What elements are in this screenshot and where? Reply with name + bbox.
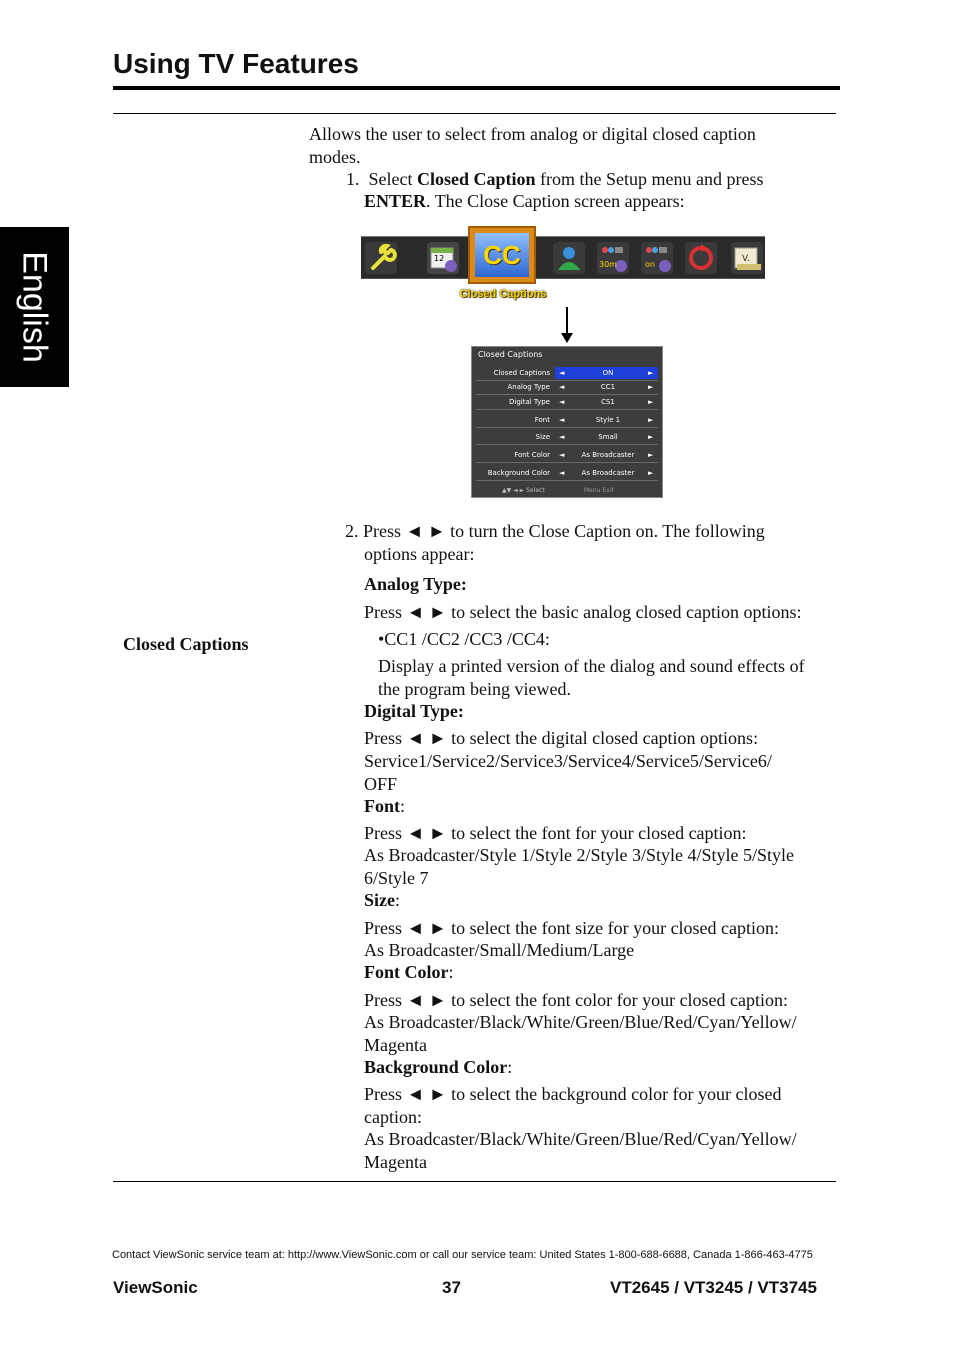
osd-title: Closed Captions <box>478 350 543 359</box>
osd-row-size[interactable] <box>476 431 658 445</box>
calendar-day: 12 <box>434 254 445 263</box>
step-1-text-b: from the Setup menu and press <box>535 169 764 189</box>
osd-row-value: As Broadcaster <box>581 469 635 477</box>
size-heading-colon: : <box>395 890 401 910</box>
cc-icon[interactable] <box>468 226 536 284</box>
row-label: Closed Captions <box>123 634 249 654</box>
left-arrow-icon[interactable]: ◄ <box>559 398 565 406</box>
osd-row-value: CS1 <box>601 398 615 406</box>
step-1-text-a: Select <box>368 169 417 189</box>
cc-icon-text: CC <box>475 233 529 277</box>
left-arrow-icon[interactable]: ◄ <box>559 416 565 424</box>
timer-label: 30m <box>599 260 617 269</box>
font-color-heading-colon: : <box>448 962 454 982</box>
timer-on-label: on <box>645 260 655 269</box>
step-1-bold-a: Closed Caption <box>416 169 536 189</box>
osd-row-digital-type[interactable] <box>476 396 658 410</box>
left-arrow-icon[interactable]: ◄ <box>559 369 565 377</box>
closed-captions-osd <box>471 346 663 498</box>
background-color-heading-colon: : <box>507 1057 513 1077</box>
background-color-instructions: Press ◄ ► to select the background color for your closed caption: <box>364 1084 782 1127</box>
osd-row-label: Background Color <box>487 469 550 477</box>
table-bottom-rule <box>113 1181 836 1182</box>
step-1-bold-b: ENTER <box>364 191 427 211</box>
font-color-instructions: Press ◄ ► to select the font color for your closed caption: <box>364 990 789 1010</box>
digital-type-options: Service1/Service2/Service3/Service4/Service5/Service6/ OFF <box>364 751 772 794</box>
osd-row-label: Font <box>534 416 550 424</box>
osd-row-label: Digital Type <box>508 398 550 406</box>
step-2-cont: options appear: <box>364 544 475 564</box>
right-arrow-icon[interactable]: ► <box>648 433 654 441</box>
version-label: V. <box>742 254 750 264</box>
page-title: Using TV Features <box>113 48 359 79</box>
osd-footer-select: ▲▼ ◄ ► Select <box>502 487 545 494</box>
osd-row-background-color[interactable] <box>476 467 658 481</box>
font-heading-text: Font <box>364 796 400 816</box>
osd-footer-exit: Menu Exit <box>584 487 614 494</box>
osd-row-font[interactable] <box>476 414 658 428</box>
osd-row-value: Style 1 <box>595 416 621 424</box>
font-color-options: As Broadcaster/Black/White/Green/Blue/Red/Cyan/Yellow/ Magenta <box>364 1012 797 1055</box>
step-1-cont <box>364 190 824 213</box>
osd-row-value: Small <box>598 433 618 441</box>
user-icon[interactable] <box>553 242 585 274</box>
step-1-number: 1. <box>346 169 360 189</box>
step-1 <box>346 168 816 191</box>
right-arrow-icon[interactable]: ► <box>648 416 654 424</box>
analog-type-instructions: Press ◄ ► to select the basic analog closed caption options: <box>364 602 802 622</box>
font-heading <box>364 795 405 818</box>
osd-row-value: As Broadcaster <box>581 451 635 459</box>
intro-text: Allows the user to select from analog or digital closed caption modes. <box>309 124 756 167</box>
size-heading <box>364 889 400 912</box>
step-2: 2. Press ◄ ► to turn the Close Caption on. The following <box>345 521 765 541</box>
analog-type-options: •CC1 /CC2 /CC3 /CC4: <box>378 629 550 649</box>
size-heading-text: Size <box>364 890 395 910</box>
analog-type-description: Display a printed version of the dialog and sound effects of the program being viewed. <box>378 656 805 699</box>
osd-row-label: Analog Type <box>507 383 550 391</box>
osd-row-label: Size <box>535 433 550 441</box>
osd-row-closed-captions[interactable] <box>476 367 658 381</box>
right-arrow-icon[interactable]: ► <box>648 398 654 406</box>
contact-info: Contact ViewSonic service team at: http://www.ViewSonic.com or call our service team: United States 1-800-688-6688, Canada 1-866-463-4775 <box>112 1249 813 1261</box>
right-arrow-icon[interactable]: ► <box>648 451 654 459</box>
footer-brand: ViewSonic <box>113 1278 198 1297</box>
language-tab-label: English <box>15 251 54 363</box>
font-options: As Broadcaster/Style 1/Style 2/Style 3/Style 4/Style 5/Style 6/Style 7 <box>364 845 794 888</box>
size-options: As Broadcaster/Small/Medium/Large <box>364 940 635 960</box>
right-arrow-icon[interactable]: ► <box>648 383 654 391</box>
setup-menu-bar <box>361 236 765 279</box>
osd-row-analog-type[interactable] <box>476 381 658 395</box>
digital-type-instructions: Press ◄ ► to select the digital closed caption options: <box>364 728 759 748</box>
selected-menu-label: Closed Captions <box>459 288 547 300</box>
left-arrow-icon[interactable]: ◄ <box>559 433 565 441</box>
calendar-icon[interactable] <box>427 242 459 274</box>
osd-row-label: Closed Captions <box>493 369 550 377</box>
wrench-icon[interactable] <box>365 242 397 274</box>
title-rule <box>113 86 840 90</box>
version-icon[interactable] <box>731 242 763 274</box>
background-color-options: As Broadcaster/Black/White/Green/Blue/Red/Cyan/Yellow/ Magenta <box>364 1129 797 1172</box>
reset-icon[interactable] <box>685 242 717 274</box>
down-arrow-icon <box>561 333 573 343</box>
language-tab <box>0 227 69 387</box>
page-number: 37 <box>442 1278 461 1297</box>
down-arrow-line <box>566 307 568 335</box>
font-color-heading-text: Font Color <box>364 962 449 982</box>
osd-row-label: Font Color <box>514 451 550 459</box>
left-arrow-icon[interactable]: ◄ <box>559 451 565 459</box>
font-instructions: Press ◄ ► to select the font for your closed caption: <box>364 823 747 843</box>
osd-row-value: CC1 <box>600 383 616 391</box>
font-color-heading <box>364 961 454 984</box>
background-color-heading-text: Background Color <box>364 1057 508 1077</box>
timer-on-icon[interactable] <box>641 242 673 274</box>
left-arrow-icon[interactable]: ◄ <box>559 383 565 391</box>
table-top-rule <box>113 113 836 114</box>
left-arrow-icon[interactable]: ◄ <box>559 469 565 477</box>
right-arrow-icon[interactable]: ► <box>648 369 654 377</box>
osd-row-value: ON <box>602 369 614 377</box>
timer-icon[interactable] <box>597 242 629 274</box>
right-arrow-icon[interactable]: ► <box>648 469 654 477</box>
background-color-heading <box>364 1056 512 1079</box>
step-1-text-c: . The Close Caption screen appears: <box>426 191 685 211</box>
digital-type-heading: Digital Type: <box>364 701 464 721</box>
analog-type-heading: Analog Type: <box>364 574 467 594</box>
osd-row-font-color[interactable] <box>476 449 658 463</box>
footer-model: VT2645 / VT3245 / VT3745 <box>610 1278 817 1297</box>
size-instructions: Press ◄ ► to select the font size for your closed caption: <box>364 918 780 938</box>
font-heading-colon: : <box>400 796 406 816</box>
